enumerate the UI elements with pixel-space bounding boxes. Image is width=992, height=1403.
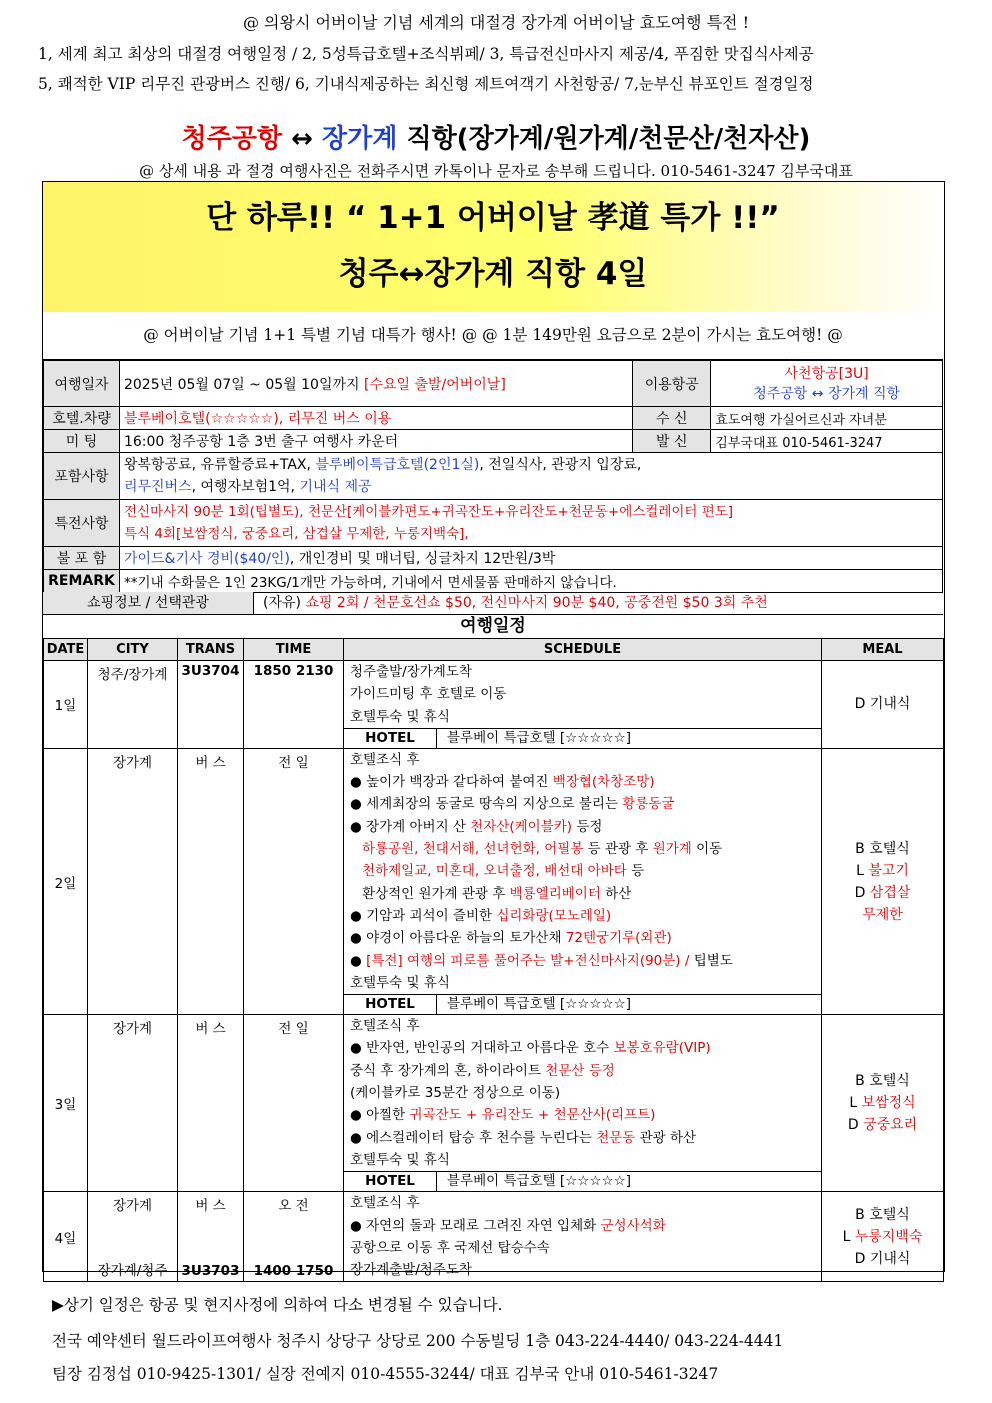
day2-hotel: HOTEL 블루베이 특급호텔 [☆☆☆☆☆] xyxy=(344,994,821,1014)
day3-schedule: 호텔조식 후 ● 반자연, 반인공의 거대하고 아름다운 호수 보봉호유람(VIP) 중식 후 장가계의 혼, 하이라이트 천문산 등정 (케이블카로 35분간 정상으로 이동) ● 아찔한 귀곡잔도 + 유리잔도 + 천문산사(리프트) ● 에스컬레이터 탑승 후 천수를 누린다는 천문동 관광 하산 호텔투숙 및 휴식 HOTEL 블루베이 특급호텔 [☆☆☆☆☆] xyxy=(344,1015,822,1192)
route-title xyxy=(0,118,992,155)
col-city: CITY xyxy=(88,639,178,661)
airline-route: 청주공항 ↔ 장가계 직항 xyxy=(753,385,901,402)
header-line-3: 5, 쾌적한 VIP 리무진 관광버스 진행/ 6, 기내식제공하는 최신형 제트여객기 사천항공/ 7,눈부신 뷰포인트 절경일정 xyxy=(38,75,814,93)
route-arrow: ↔ xyxy=(291,124,313,154)
special-label: 특전사항 xyxy=(44,500,120,547)
day3-trans: 버 스 xyxy=(178,1015,244,1192)
shopping-row xyxy=(43,592,943,615)
day3-time: 전 일 xyxy=(244,1015,344,1192)
banner-title-2: 청주↔장가계 직항 4일 xyxy=(338,256,648,292)
route-to: 장가계 xyxy=(322,124,398,154)
include-label: 포함사항 xyxy=(44,453,120,500)
contact-notice: @ 상세 내용 과 절경 여행사진은 전화주시면 카톡이나 문자로 송부해 드립니다. 010-5461-3247 김부국대표 xyxy=(139,162,853,180)
day2-city: 장가계 xyxy=(88,748,178,1014)
day4-trans-2: 3U3703 xyxy=(181,1263,240,1280)
day2-meal: B 호텔식 L 불고기 D 삼겹살 무제한 xyxy=(822,748,944,1014)
footer-note: ▶상기 일정은 항공 및 현지사정에 의하여 다소 변경될 수 있습니다. xyxy=(52,1296,503,1314)
itinerary-table xyxy=(43,638,944,1282)
day1-time: 1850 2130 xyxy=(244,661,344,749)
day4-city: 장가계 장가계/청주 xyxy=(88,1192,178,1282)
shopping-value: (자유) 쇼핑 2회 / 천문호선쇼 $50, 전신마사지 90분 $40, 공중전원 $50 3회 추천 xyxy=(263,595,768,611)
route-rest: 직항(장가계/원가계/천문산/천자산) xyxy=(406,124,811,154)
meet-label: 미 팅 xyxy=(44,430,120,453)
day3-meal: B 호텔식 L 보쌈정식 D 궁중요리 xyxy=(822,1015,944,1192)
day3-row xyxy=(44,1015,944,1192)
day1-hotel: HOTEL 블루베이 특급호텔 [☆☆☆☆☆] xyxy=(344,728,821,748)
day2-schedule: 호텔조식 후 ● 높이가 백장과 같다하여 붙여진 백장협(차창조망) ● 세계최장의 동굴로 땅속의 지상으로 불리는 황룡동굴 ● 장가계 아버지 산 천자산(케이블카) 등정 하룡공원, 천대서해, 선녀헌화, 어필봉 등 관광 후 원가계 이동 천하제일교, 미혼대, 오녀출정, 배선대 아바타 등 환상적인 원가계 관광 후 백룡엘리베이터 하산 ● 기암과 괴석이 즐비한 십리화랑(모노레일) ● 야경이 아름다운 하늘의 토가산채 72텐궁기루(외관) ● [특전] 여행의 피로를 풀어주는 발+전신마사지(90분) / 팁별도 호텔투숙 및 휴식 HOTEL 블루베이 특급호텔 [☆☆☆☆☆] xyxy=(344,748,822,1014)
day1-city: 청주/장가계 xyxy=(88,661,178,749)
day4-schedule: 호텔조식 후 ● 자연의 돌과 모래로 그려진 자연 입체화 군성사석화 공항으로 이동 후 국제선 탑승수속 장가계출발/청주도착 xyxy=(344,1192,822,1282)
airline-label: 이용항공 xyxy=(633,361,711,407)
day1-trans: 3U3704 xyxy=(178,661,244,749)
day1-meal: D 기내식 xyxy=(822,661,944,749)
include-value: 왕복항공료, 유류할증료+TAX, 블루베이특급호텔(2인1실), 전일식사, 관광지 입장료, 리무진버스, 여행자보험1억, 기내식 제공 xyxy=(119,453,942,500)
day1-row xyxy=(44,661,944,749)
day4-date: 4일 xyxy=(44,1192,88,1282)
day3-hotel: HOTEL 블루베이 특급호텔 [☆☆☆☆☆] xyxy=(344,1171,821,1191)
exclude-label: 불 포 함 xyxy=(44,547,120,570)
day4-meal: B 호텔식 L 누룽지백숙 D 기내식 xyxy=(822,1192,944,1282)
special-value: 전신마사지 90분 1회(팁별도), 천문산[케이블카편도+귀곡잔도+유리잔도+천문동+에스컬레이터 편도] 특식 4회[보쌈정식, 궁중요리, 삼겹살 무제한, 누룽지백숙], xyxy=(119,500,942,547)
route-from: 청주공항 xyxy=(181,124,283,154)
day4-time: 오 전 1400 1750 xyxy=(244,1192,344,1282)
footer-contact-1: 전국 예약센터 월드라이프여행사 청주시 상당구 상당로 200 수동빌딩 1층 043-224-4440/ 043-224-4441 xyxy=(52,1332,784,1350)
date-note: [수요일 출발/어버이날] xyxy=(363,376,506,393)
col-trans: TRANS xyxy=(178,639,244,661)
day3-city: 장가계 xyxy=(88,1015,178,1192)
footer-contact-2: 팀장 김정섭 010-9425-1301/ 실장 전예지 010-4555-3244/ 대표 김부국 안내 010-5461-3247 xyxy=(52,1365,719,1383)
to-label: 수 신 xyxy=(633,407,711,430)
airline-value xyxy=(711,361,943,407)
date-value: 2025년 05월 07일 ~ 05월 10일까지 [수요일 출발/어버이날] xyxy=(119,361,632,407)
day1-schedule: 청주출발/장가계도착 가이드미팅 후 호텔로 이동 호텔투숙 및 휴식 HOTEL 블루베이 특급호텔 [☆☆☆☆☆] xyxy=(344,661,822,749)
col-meal: MEAL xyxy=(822,639,944,661)
remark-label: REMARK xyxy=(44,570,120,593)
itinerary-title: 여행일정 xyxy=(43,615,943,639)
day4-trans: 버 스 3U3703 xyxy=(178,1192,244,1282)
main-box xyxy=(42,181,945,1280)
promo-banner xyxy=(43,182,943,312)
day1-date: 1일 xyxy=(44,661,88,749)
header-line-1: @ 의왕시 어버이날 기념 세계의 대절경 장가계 어버이날 효도여행 특전 ! xyxy=(242,13,750,32)
col-date: DATE xyxy=(44,639,88,661)
from-value: 김부국대표 010-5461-3247 xyxy=(711,430,943,453)
banner-subtitle: @ 어버이날 기념 1+1 특별 기념 대특가 행사! @ @ 1분 149만원 요금으로 2분이 가시는 효도여행! @ xyxy=(43,312,943,360)
date-label: 여행일자 xyxy=(44,361,120,407)
airline-name: 사천항공[3U] xyxy=(784,365,869,382)
header-line-2: 1, 세계 최고 최상의 대절경 여행일정 / 2, 5성특급호텔+조식뷔페/ 3, 특급전신마사지 제공/4, 푸짐한 맛집식사제공 xyxy=(38,45,814,63)
col-schedule: SCHEDULE xyxy=(344,639,822,661)
day2-time: 전 일 xyxy=(244,748,344,1014)
day4-time-2: 1400 1750 xyxy=(253,1263,334,1280)
col-time: TIME xyxy=(244,639,344,661)
from-label: 발 신 xyxy=(633,430,711,453)
day4-city-2: 장가계/청주 xyxy=(97,1263,168,1280)
hotel-value: 블루베이호텔(☆☆☆☆☆), 리무진 버스 이용 xyxy=(119,407,632,430)
meet-value: 16:00 청주공항 1층 3번 출구 여행사 카운터 xyxy=(119,430,632,453)
day2-trans: 버 스 xyxy=(178,748,244,1014)
day4-row xyxy=(44,1192,944,1282)
hotel-label: 호텔.차량 xyxy=(44,407,120,430)
day2-row xyxy=(44,748,944,1014)
day2-date: 2일 xyxy=(44,748,88,1014)
exclude-value: 가이드&기사 경비($40/인), 개인경비 및 매너팁, 싱글차지 12만원/3박 xyxy=(119,547,942,570)
remark-value: **기내 수화물은 1인 23KG/1개만 가능하며, 기내에서 면세물품 판매하지 않습니다. xyxy=(119,570,942,593)
banner-title-1: 단 하루!! “ 1+1 어버이날 孝道 특가 !!” xyxy=(206,200,780,236)
to-value: 효도여행 가실어르신과 자녀분 xyxy=(711,407,943,430)
info-table xyxy=(43,360,943,593)
shopping-label: 쇼핑정보 / 선택관광 xyxy=(43,592,254,614)
day3-date: 3일 xyxy=(44,1015,88,1192)
